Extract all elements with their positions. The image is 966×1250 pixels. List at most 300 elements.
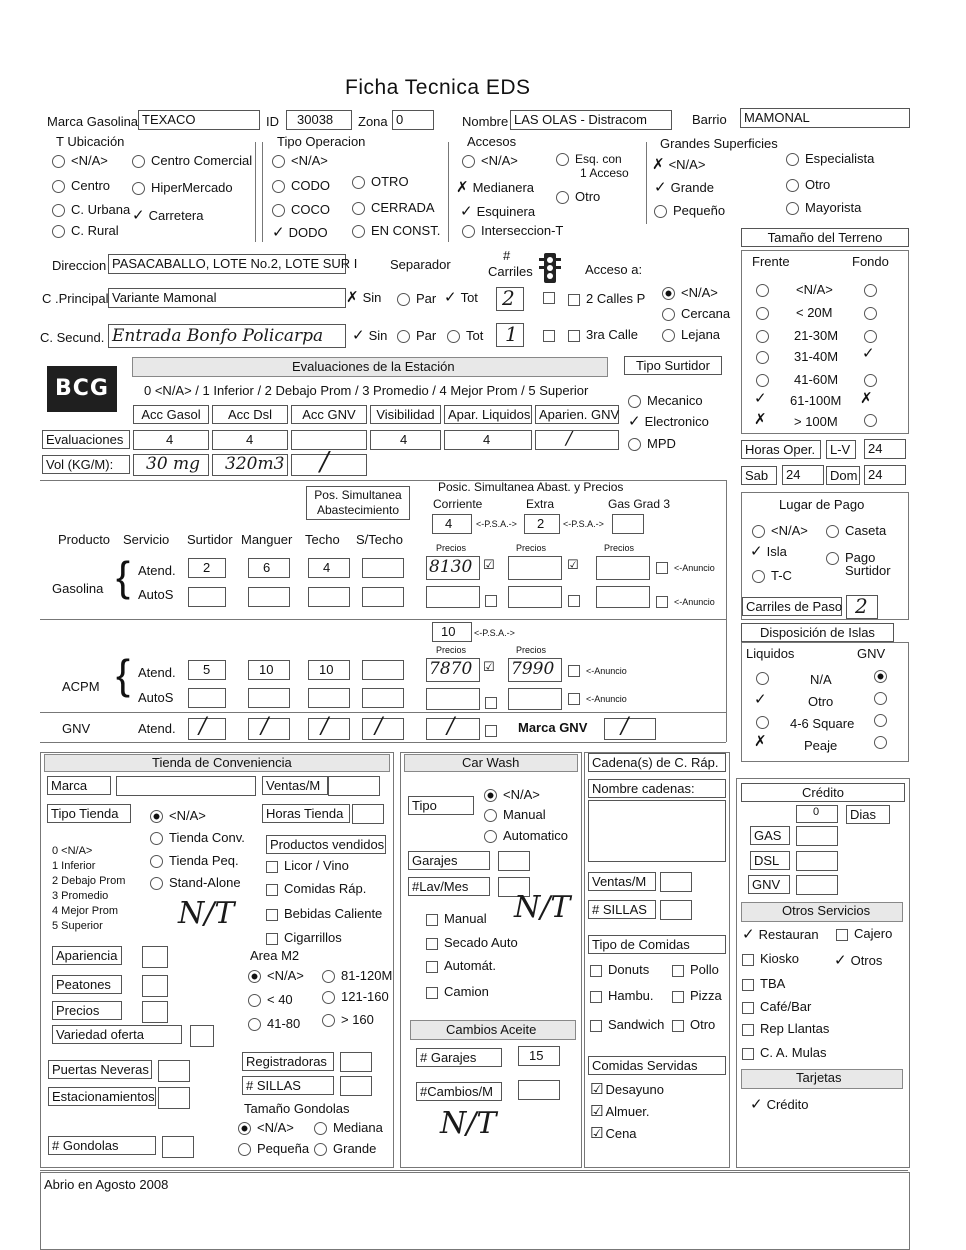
- gas-autos-anuncio-2[interactable]: [568, 592, 586, 607]
- islas-otro-liq[interactable]: [754, 690, 767, 708]
- zona-value: 0: [396, 112, 404, 127]
- gas-autos-techo[interactable]: [308, 587, 350, 607]
- producto-comidas[interactable]: Comidas Ráp.: [266, 881, 366, 896]
- fondo-60-radio[interactable]: [864, 372, 883, 387]
- acpm-autos-stecho[interactable]: [362, 688, 404, 708]
- acpm-autos-anuncio-1[interactable]: [485, 694, 503, 709]
- area-41-80[interactable]: 41-80: [248, 1016, 300, 1031]
- servicio-cajero[interactable]: Cajero: [836, 926, 892, 941]
- frente-gt100-mark[interactable]: [754, 410, 767, 428]
- servicio-restauran[interactable]: ✓ Restauran: [742, 925, 819, 943]
- direccion-field[interactable]: [108, 254, 358, 274]
- area-gt160[interactable]: > 160: [322, 1012, 374, 1027]
- gas-autos-precio-extra[interactable]: [508, 586, 562, 608]
- frente-40-radio[interactable]: [756, 349, 775, 364]
- aceite-garajes-value: 15: [529, 1048, 544, 1063]
- gas-autos-manguer[interactable]: [248, 587, 290, 607]
- cadenas-ventas-field[interactable]: [660, 872, 692, 892]
- gas-autos-anuncio-3[interactable]: <-Anuncio: [656, 593, 715, 608]
- servicio-llantas[interactable]: Rep Llantas: [742, 1021, 829, 1036]
- frente-30-radio[interactable]: [756, 328, 775, 343]
- frente-20-radio[interactable]: [756, 305, 775, 320]
- eval-acc-gasol[interactable]: [133, 430, 209, 450]
- eval-peatones-label: Peatones: [52, 975, 122, 994]
- check-mark-icon: ☑: [483, 660, 495, 675]
- principal-tot[interactable]: ✓ Tot: [444, 288, 478, 306]
- notas-text: Abrio en Agosto 2008: [44, 1177, 169, 1192]
- acc-cercana[interactable]: Cercana: [662, 306, 730, 321]
- barrio-field[interactable]: [740, 108, 910, 128]
- acpm-autos-precio-2[interactable]: [508, 688, 562, 710]
- frente-60-radio[interactable]: [756, 372, 775, 387]
- checkbox-icon: [590, 965, 602, 977]
- radio-icon: [322, 970, 335, 983]
- surtidor-electronico[interactable]: ✓ Electronico: [628, 412, 709, 430]
- checkbox-icon: [266, 861, 278, 873]
- pos-sim-title: Pos. Simultanea Abastecimiento: [306, 486, 410, 520]
- carwash-na[interactable]: <N/A>: [484, 787, 540, 802]
- accesos-na[interactable]: <N/A>: [462, 153, 518, 168]
- gas-autos-stecho[interactable]: [362, 587, 404, 607]
- producto-bebidas[interactable]: Bebidas Caliente: [266, 906, 382, 921]
- check-mark-icon: ✓: [444, 288, 457, 306]
- nombre-label: Nombre: [462, 114, 509, 129]
- radio-icon: [756, 716, 769, 729]
- radio-icon: [628, 438, 641, 451]
- acpm-autos-label: AutoS: [138, 690, 174, 705]
- secund-carril-check[interactable]: [543, 327, 561, 342]
- eval-variedad-field[interactable]: [190, 1025, 214, 1047]
- servicio-tba[interactable]: TBA: [742, 976, 785, 991]
- gas-precio-extra[interactable]: [508, 556, 562, 580]
- eval-apariencia-field[interactable]: [142, 946, 168, 968]
- acpm-atend-techo-value: 10: [319, 662, 334, 677]
- comida-donuts[interactable]: Donuts: [590, 962, 649, 977]
- servicio-cafe[interactable]: Café/Bar: [742, 999, 811, 1014]
- aceite-cambios-field[interactable]: [518, 1080, 560, 1100]
- divider: [646, 142, 647, 224]
- precios-label: Precios: [516, 543, 547, 553]
- zona-label: Zona: [358, 114, 388, 129]
- acpm-autos-precio-1[interactable]: [426, 688, 480, 710]
- gnv-stecho[interactable]: [362, 714, 404, 740]
- operacion-en-const[interactable]: EN CONST.: [352, 223, 440, 238]
- principal-sin[interactable]: ✗ Sin: [346, 288, 382, 306]
- carwash-check-manual[interactable]: Manual: [426, 911, 487, 926]
- carriles-p-field[interactable]: [496, 287, 524, 311]
- eval-acc-dsl[interactable]: [212, 430, 288, 450]
- frente-na-radio[interactable]: [756, 282, 775, 297]
- acpm-atend-techo[interactable]: [308, 660, 350, 680]
- pago-na[interactable]: <N/A>: [752, 523, 808, 538]
- accesos-interseccion[interactable]: Interseccion-T: [462, 223, 563, 238]
- surtidor-mpd[interactable]: MPD: [628, 436, 676, 451]
- calle-3-option[interactable]: 3ra Calle: [568, 327, 638, 342]
- grad3-psa-field[interactable]: [612, 514, 644, 534]
- principal-par[interactable]: Par: [397, 291, 436, 306]
- gas-precio-corriente[interactable]: [426, 556, 480, 580]
- servida-desayuno[interactable]: ☑ Desayuno: [590, 1080, 664, 1098]
- operacion-title: Tipo Operacion: [277, 134, 366, 149]
- fondo-20-radio[interactable]: [864, 305, 883, 320]
- comida-pollo[interactable]: Pollo: [672, 962, 719, 977]
- page-title: Ficha Tecnica EDS: [345, 76, 531, 99]
- precios-label: Precios: [516, 645, 547, 655]
- pago-caseta[interactable]: Caseta: [826, 523, 886, 538]
- gas-autos-precio-corr[interactable]: [426, 586, 480, 608]
- comida-hambu[interactable]: Hambu.: [590, 988, 654, 1003]
- superficies-title: Grandes Superficies: [660, 136, 778, 151]
- col-acc-dsl: Acc Dsl: [212, 405, 288, 424]
- ubicacion-rural[interactable]: C. Rural: [52, 223, 119, 238]
- operacion-otro[interactable]: OTRO: [352, 174, 409, 189]
- zona-field[interactable]: [392, 110, 434, 130]
- area-lt40[interactable]: < 40: [248, 992, 293, 1007]
- credito-gas-field[interactable]: [796, 826, 838, 846]
- cadenas-sillas-field[interactable]: [660, 900, 692, 920]
- check-mark-icon: ✓: [272, 223, 285, 241]
- check-mark-icon: ✓: [654, 178, 667, 196]
- carriles-s-field[interactable]: [496, 323, 524, 347]
- tienda-ventas-field[interactable]: [328, 776, 380, 796]
- carwash-auto[interactable]: Automatico: [484, 828, 568, 843]
- gondolas-field[interactable]: [162, 1136, 194, 1158]
- pago-surtidor-label: Surtidor: [845, 563, 891, 578]
- principal-carril-check[interactable]: [543, 289, 561, 304]
- gas-autos-anuncio-1[interactable]: [485, 592, 503, 607]
- gas-anuncio-1[interactable]: [483, 557, 495, 573]
- carwash-check-secado[interactable]: Secado Auto: [426, 935, 518, 950]
- tamano-100: 61-100M: [790, 393, 842, 408]
- col-acc-gasol: Acc Gasol: [133, 405, 209, 424]
- x-mark-icon: ✗: [860, 389, 873, 407]
- radio-icon: [752, 525, 765, 538]
- accesos-esq[interactable]: Esq. con: [556, 151, 622, 166]
- horas-lv-value: 24: [868, 441, 883, 456]
- x-mark-icon: ✗: [754, 410, 767, 428]
- acpm-atend-manguer-value: 10: [259, 662, 274, 677]
- corriente-label: Corriente: [433, 497, 483, 511]
- col-surtidor: Surtidor: [187, 532, 233, 547]
- carwash-garajes-field[interactable]: [498, 851, 530, 871]
- extra-psa-field[interactable]: [524, 514, 560, 534]
- vol-gnv[interactable]: [291, 447, 367, 477]
- acpm-precio-1[interactable]: [426, 658, 480, 682]
- gas-atend-manguer-value: 6: [263, 560, 271, 575]
- aceite-garajes-label: # Garajes: [416, 1048, 502, 1067]
- ubicacion-centro-comercial[interactable]: Centro Comercial: [132, 153, 252, 168]
- fondo-gt100-radio[interactable]: [864, 412, 883, 427]
- secund-field[interactable]: [108, 324, 346, 348]
- surtidor-mecanico[interactable]: Mecanico: [628, 393, 703, 408]
- fondo-30-radio[interactable]: [864, 328, 883, 343]
- radio-icon: [150, 877, 163, 890]
- islas-square-gnv[interactable]: [874, 712, 893, 727]
- eval-acc-gnv[interactable]: [291, 430, 367, 450]
- gnv-surtidor[interactable]: [188, 714, 226, 740]
- checkbox-icon: [568, 693, 580, 705]
- credito-dsl-field[interactable]: [796, 851, 838, 871]
- gas-autos-precio-grad3[interactable]: [596, 586, 650, 608]
- scale-1: 1 Inferior: [52, 860, 96, 872]
- radio-icon: [314, 1143, 327, 1156]
- servida-cena[interactable]: ☑ Cena: [590, 1124, 637, 1142]
- carriles-p-value: 2: [502, 286, 515, 310]
- comida-pizza[interactable]: Pizza: [672, 988, 722, 1003]
- radio-icon: [662, 329, 675, 342]
- notas-field[interactable]: [40, 1172, 910, 1250]
- marca-gnv-field[interactable]: [604, 714, 656, 740]
- ubicacion-na[interactable]: <N/A>: [52, 153, 108, 168]
- gond-mediana[interactable]: Mediana: [314, 1120, 383, 1135]
- producto-cigarrillos[interactable]: Cigarrillos: [266, 930, 342, 945]
- slash-mark-icon: /: [199, 714, 207, 739]
- horas-lv-field[interactable]: [864, 439, 906, 459]
- radio-icon: [272, 204, 285, 217]
- eval-precios-field[interactable]: [142, 1001, 168, 1023]
- acc-lejana[interactable]: Lejana: [662, 327, 720, 342]
- checkbox-icon: [543, 292, 555, 304]
- radio-icon: [756, 284, 769, 297]
- accesos-esquinera[interactable]: ✓ Esquinera: [460, 202, 536, 220]
- check-mark-icon: ☑: [483, 558, 495, 573]
- carwash-check-camion[interactable]: Camion: [426, 984, 489, 999]
- acpm-anuncio-1[interactable]: [483, 659, 495, 675]
- pago-tc[interactable]: T-C: [752, 568, 792, 583]
- surtidor-title: Tipo Surtidor: [624, 356, 722, 375]
- accesos-otro[interactable]: Otro: [556, 189, 600, 204]
- islas-na-gnv[interactable]: [874, 668, 893, 683]
- psa-marker: <-P.S.A.->: [474, 628, 515, 638]
- x-mark-icon: ✗: [652, 155, 665, 173]
- ubicacion-centro[interactable]: Centro: [52, 178, 110, 193]
- vol-gasol[interactable]: [133, 454, 209, 476]
- gnv-anuncio[interactable]: [485, 722, 503, 737]
- principal-field[interactable]: [108, 288, 346, 308]
- aceite-garajes-field[interactable]: [518, 1046, 560, 1066]
- secund-sin[interactable]: ✓ Sin: [352, 326, 388, 344]
- radio-icon: [786, 202, 799, 215]
- tienda-tipo-label: Tipo Tienda: [47, 804, 131, 823]
- gas-anuncio-3[interactable]: <-Anuncio: [656, 559, 715, 574]
- gnv-precio[interactable]: [426, 714, 480, 740]
- area-81-120[interactable]: 81-120M: [322, 968, 392, 983]
- eval-peatones-field[interactable]: [142, 975, 168, 997]
- carwash-tipo-label: Tipo: [408, 796, 474, 815]
- horas-dom-field[interactable]: [864, 465, 906, 485]
- carriles-paso-field[interactable]: [846, 595, 878, 619]
- radio-icon: [628, 395, 641, 408]
- divider: [726, 480, 727, 742]
- radio-icon: [864, 414, 877, 427]
- superficies-otro[interactable]: Otro: [786, 177, 830, 192]
- marca-value: TEXACO: [142, 112, 196, 127]
- superficies-mayorista[interactable]: Mayorista: [786, 200, 861, 215]
- x-mark-icon: ✗: [346, 288, 359, 306]
- vol-dsl[interactable]: [212, 454, 288, 476]
- gas-atend-techo-value: 4: [323, 560, 331, 575]
- comida-sandwich[interactable]: Sandwich: [590, 1017, 664, 1032]
- radio-icon: [272, 180, 285, 193]
- eval-aparien-gnv[interactable]: [535, 430, 619, 450]
- radio-icon: [864, 330, 877, 343]
- scale-5: 5 Superior: [52, 920, 103, 932]
- corriente-psa-value: 4: [445, 516, 453, 531]
- carwash-check-automat[interactable]: Automát.: [426, 958, 496, 973]
- acpm-atend-manguer[interactable]: [248, 660, 290, 680]
- cadenas-nombre-field[interactable]: [588, 800, 726, 862]
- col-apar-liquidos: Apar. Liquidos: [444, 405, 532, 424]
- marca-field[interactable]: [138, 110, 260, 130]
- tarjeta-credito[interactable]: ✓ Crédito: [750, 1095, 809, 1113]
- pago-isla[interactable]: ✓ Isla: [750, 542, 787, 560]
- acpm-autos-anuncio-2[interactable]: <-Anuncio: [568, 690, 627, 705]
- pago-surtidor[interactable]: Pago: [826, 550, 875, 565]
- registradoras-field[interactable]: [340, 1052, 372, 1072]
- gas-atend-techo[interactable]: [308, 558, 350, 578]
- tamano-40: 31-40M: [794, 349, 839, 364]
- radio-icon: [826, 525, 839, 538]
- eval-apar-liquidos[interactable]: [444, 430, 532, 450]
- credito-dias-field[interactable]: [796, 805, 838, 823]
- credito-gnv-field[interactable]: [796, 875, 838, 895]
- gas-anuncio-2[interactable]: [567, 557, 579, 573]
- servicio-mulas[interactable]: C. A. Mulas: [742, 1045, 826, 1060]
- tienda-tipo-na[interactable]: <N/A>: [150, 808, 206, 823]
- islas-peaje-gnv[interactable]: [874, 734, 893, 749]
- superficies-especialista[interactable]: Especialista: [786, 151, 874, 166]
- tienda-tipo-conv[interactable]: Tienda Conv.: [150, 830, 245, 845]
- carwash-title: Car Wash: [462, 755, 520, 770]
- area-na[interactable]: <N/A>: [248, 968, 304, 983]
- psa-marker: <-P.S.A.->: [563, 519, 604, 529]
- gond-pequena[interactable]: Pequeña: [238, 1141, 309, 1156]
- acpm-anuncio-2[interactable]: <-Anuncio: [568, 662, 627, 677]
- acpm-precio-1-value: 7870: [429, 659, 473, 679]
- gas-autos-surtidor[interactable]: [188, 587, 226, 607]
- servicio-otros[interactable]: ✓ Otros: [834, 951, 883, 969]
- islas-na-liq[interactable]: [756, 670, 775, 685]
- operacion-dodo[interactable]: ✓ DODO: [272, 223, 328, 241]
- corriente-psa-field[interactable]: [432, 514, 472, 534]
- superficies-grande[interactable]: ✓ Grande: [654, 178, 714, 196]
- col-techo: Techo: [305, 532, 340, 547]
- acpm-atend-stecho[interactable]: [362, 660, 404, 680]
- tamano-title: Tamaño del Terreno: [741, 228, 909, 247]
- nombre-field[interactable]: [510, 110, 672, 130]
- tienda-sillas-field[interactable]: [340, 1076, 372, 1096]
- area-121-160[interactable]: 121-160: [322, 989, 389, 1004]
- gas-atend-stecho[interactable]: [362, 558, 404, 578]
- acpm-atend-surtidor[interactable]: [188, 660, 226, 680]
- credito-dsl-label: DSL: [750, 851, 790, 870]
- pago-title: Lugar de Pago: [779, 497, 865, 512]
- tienda-marca-field[interactable]: [116, 776, 256, 796]
- slash-mark-icon: /: [375, 714, 383, 739]
- gond-na[interactable]: <N/A>: [238, 1120, 294, 1135]
- radio-icon: [132, 182, 145, 195]
- operacion-codo[interactable]: CODO: [272, 178, 330, 193]
- comida-otro[interactable]: Otro: [672, 1017, 715, 1032]
- acpm-psa-field[interactable]: [432, 622, 472, 642]
- tienda-horas-field[interactable]: [352, 804, 384, 824]
- horas-sab-label: Sab: [741, 466, 777, 485]
- acc-na[interactable]: <N/A>: [662, 285, 718, 300]
- eval-acc-gasol-value: 4: [166, 432, 174, 447]
- ubicacion-hipermercado[interactable]: HiperMercado: [132, 180, 233, 195]
- puertas-field[interactable]: [158, 1060, 190, 1082]
- servida-almuer[interactable]: ☑ Almuer.: [590, 1102, 650, 1120]
- checkbox-icon: [742, 979, 754, 991]
- checkbox-icon: [426, 961, 438, 973]
- radio-icon: [52, 204, 65, 217]
- check-mark-icon: ✓: [750, 542, 763, 560]
- gas-atend-manguer[interactable]: [248, 558, 290, 578]
- operacion-coco[interactable]: COCO: [272, 202, 330, 217]
- secund-tot[interactable]: Tot: [447, 328, 483, 343]
- col-servicio: Servicio: [123, 532, 170, 547]
- ubicacion-carretera[interactable]: ✓ Carretera: [132, 206, 204, 224]
- gas-atend-surtidor[interactable]: [188, 558, 226, 578]
- radio-icon: [556, 191, 569, 204]
- islas-peaje-liq[interactable]: [754, 732, 767, 750]
- producto-licor[interactable]: Licor / Vino: [266, 858, 349, 873]
- gond-grande[interactable]: Grande: [314, 1141, 376, 1156]
- islas-otro-gnv[interactable]: [874, 690, 893, 705]
- fondo-40-mark[interactable]: [862, 344, 875, 362]
- fondo-100-mark[interactable]: [860, 389, 873, 407]
- puertas-label: Puertas Neveras: [48, 1060, 152, 1079]
- checkbox-icon: [568, 665, 580, 677]
- radio-icon: [756, 374, 769, 387]
- acpm-precio-2[interactable]: [508, 658, 562, 682]
- accesos-medianera[interactable]: ✗ Medianera: [456, 178, 535, 196]
- credito-title: Crédito: [741, 783, 905, 802]
- secund-par[interactable]: Par: [397, 328, 436, 343]
- radio-icon: [322, 1014, 335, 1027]
- gnv-techo[interactable]: [308, 714, 350, 740]
- carwash-manual[interactable]: Manual: [484, 807, 546, 822]
- operacion-cerrada[interactable]: CERRADA: [352, 200, 435, 215]
- islas-square-liq[interactable]: [756, 714, 775, 729]
- estac-field[interactable]: [158, 1087, 190, 1109]
- acpm-autos-techo[interactable]: [308, 688, 350, 708]
- check-mark-icon: ✓: [754, 690, 767, 708]
- superficies-pequeno[interactable]: Pequeño: [654, 203, 725, 218]
- calles-p-option[interactable]: 2 Calles P: [568, 291, 645, 306]
- eval-visibilidad[interactable]: [370, 430, 441, 450]
- operacion-na[interactable]: <N/A>: [272, 153, 328, 168]
- id-field[interactable]: [286, 110, 352, 130]
- checkbox-icon: [672, 965, 684, 977]
- acpm-autos-surtidor[interactable]: [188, 688, 226, 708]
- divider: [40, 1170, 908, 1171]
- frente-100-mark[interactable]: [754, 389, 767, 407]
- gas-precio-grad3[interactable]: [596, 556, 650, 580]
- acpm-autos-manguer[interactable]: [248, 688, 290, 708]
- check-mark-icon: ✓: [132, 206, 145, 224]
- ubicacion-urbana[interactable]: C. Urbana: [52, 202, 130, 217]
- islas-otro-label: Otro: [808, 694, 834, 709]
- horas-sab-field[interactable]: [782, 465, 824, 485]
- superficies-na[interactable]: ✗ <N/A>: [652, 155, 706, 173]
- fondo-na-radio[interactable]: [864, 282, 883, 297]
- tienda-tipo-peq[interactable]: Tienda Peq.: [150, 853, 239, 868]
- servicio-kiosko[interactable]: Kiosko: [742, 951, 799, 966]
- radio-selected-icon: [248, 970, 261, 983]
- tienda-tipo-stand[interactable]: Stand-Alone: [150, 875, 241, 890]
- gnv-manguer[interactable]: [248, 714, 290, 740]
